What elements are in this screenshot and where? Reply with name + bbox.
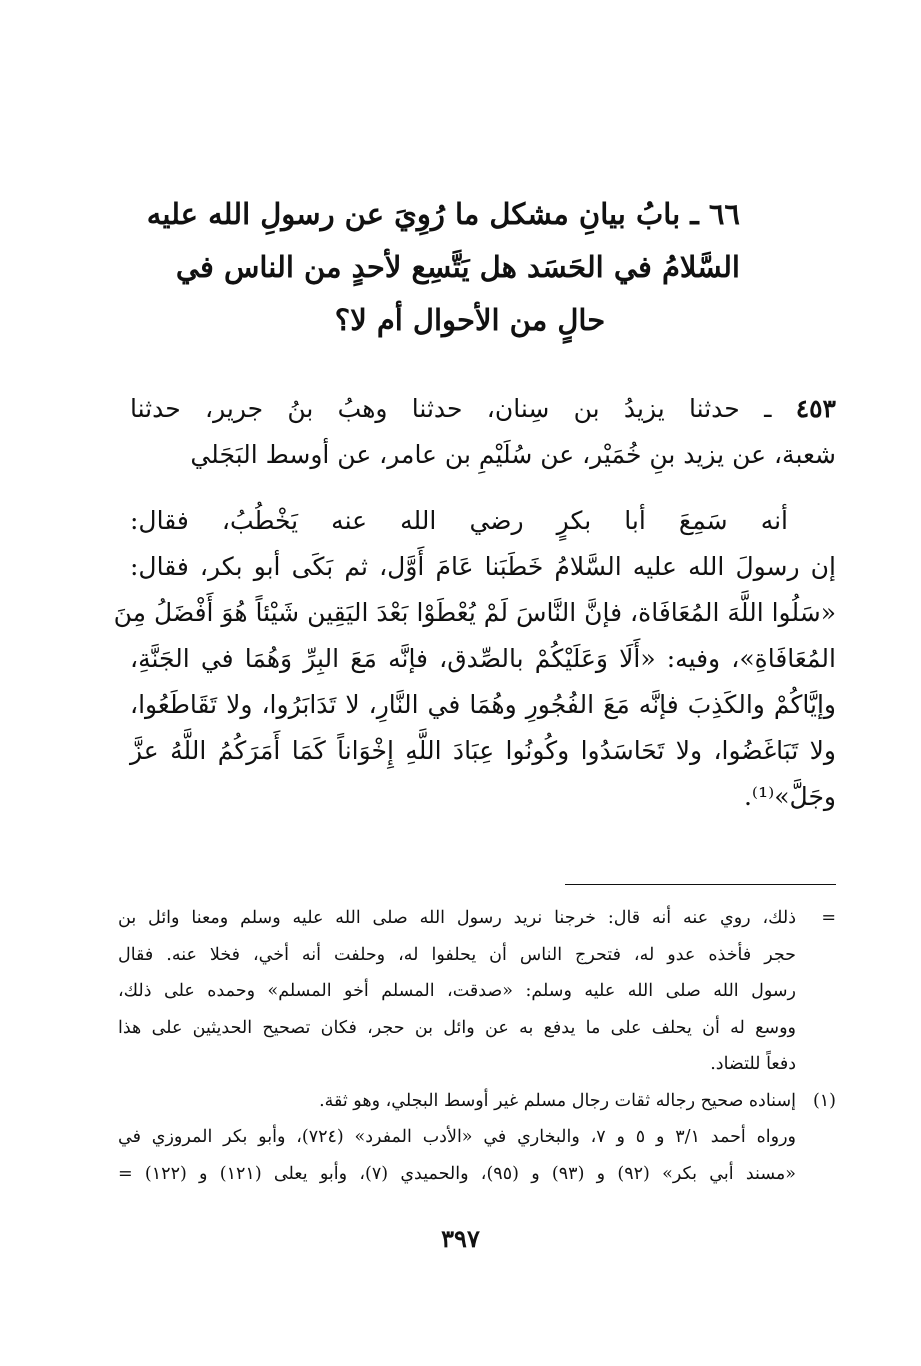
footnote-continued	[118, 900, 836, 1083]
matn-line: المُعَافَاةِ»، وفيه: «أَلَا وَعَلَيْكُمْ بالصِّدق، فإنَّه مَعَ البِرِّ وَهُمَا في الجَنَّةِ،	[130, 644, 836, 673]
matn-line: أنه سَمِعَ أبا بكرٍ رضي الله عنه يَخْطُبُ، فقال:	[130, 506, 788, 535]
chapter-heading-line: حالٍ من الأحوال أم لا؟	[334, 303, 606, 337]
isnad-line	[130, 386, 836, 432]
footnote-line: ذلك، روي عنه أنه قال: خرجنا نريد رسول الله صلى الله عليه وسلم ومعنا وائل بن	[118, 908, 796, 928]
footnote-line: دفعاً للتضاد.	[710, 1054, 796, 1074]
footnote-1	[118, 1083, 836, 1193]
footnote-body	[118, 1083, 796, 1193]
matn-line: «سَلُوا اللَّهَ المُعَافَاة، فإنَّ النَّاسَ لَمْ يُعْطَوْا بَعْدَ اليَقِين شَيْئاً هُوَ أَفْضَلُ مِنَ	[113, 598, 836, 627]
matn-line: ولا تَبَاغَضُوا، ولا تَحَاسَدُوا وكُونُوا عِبَادَ اللَّهِ إِخْوَاناً كَمَا أَمَرَكُمُ اللَّهُ عزَّ	[130, 736, 836, 765]
footnote-line: «مسند أبي بكر» (٩٢) و (٩٣) و (٩٥)، والحميدي (٧)، وأبو يعلى (١٢١) و (١٢٢) =	[118, 1163, 797, 1184]
footnote-line: إسناده صحيح رجاله ثقات رجال مسلم غير أوسط البجلي، وهو ثقة.	[319, 1090, 796, 1111]
footnote-marker: (١)	[812, 1090, 836, 1111]
hadith-isnad	[130, 386, 836, 478]
chapter-heading-line: ٦٦ ـ بابُ بيانِ مشكل ما رُوِيَ عن رسولِ الله عليه	[146, 197, 740, 231]
footnote-line: رسول الله صلى الله عليه وسلم: «صدقت، المسلم أخو المسلم» وحمده على ذلك،	[118, 981, 796, 1001]
footnote-line: ورواه أحمد ٣/١ و ٥ و ٧، والبخاري في «الأدب المفرد» (٧٢٤)، وأبو بكر المروزي في	[118, 1127, 796, 1147]
chapter-heading	[146, 188, 740, 347]
footnote-line: حجر فأخذه عدو له، فتحرج الناس أن يحلفوا له، وحلفت أنه أخي، فخلا عنه. فقال	[118, 944, 796, 965]
matn-line: وجَلَّ»⁽¹⁾.	[743, 782, 836, 811]
footnote-line: ووسع له أن يحلف على ما يدفع به عن وائل بن حجر، فكان تصحيح الحديثين على هذا	[118, 1017, 796, 1038]
matn-line: إن رسولَ الله عليه السَّلامُ خَطَبَنا عَامَ أَوَّل، ثم بَكَى أبو بكر، فقال:	[130, 552, 836, 581]
footnotes	[118, 900, 836, 1192]
isnad-line: شعبة، عن يزيد بنِ خُمَيْر، عن سُلَيْمِ بن عامر، عن أوسط البَجَلي	[190, 440, 836, 469]
matn-line: وإيَّاكُمْ والكَذِبَ فإنَّه مَعَ الفُجُورِ وهُمَا في النَّارِ، لا تَدَابَرُوا، ولا تَقَاطَعُوا،	[130, 690, 836, 719]
footnote-body	[118, 900, 796, 1083]
page-number: ٣٩٧	[441, 1224, 480, 1253]
footnote-separator	[565, 884, 836, 885]
footnote-marker: =	[821, 908, 836, 928]
hadith-number: ٤٥٣	[795, 394, 836, 423]
chapter-heading-line: السَّلامُ في الحَسَد هل يَتَّسِع لأحدٍ من الناس في	[175, 250, 740, 284]
isnad-text: ـ حدثنا يزيدُ بن سِنان، حدثنا وهبُ بنُ جرير، حدثنا	[130, 394, 772, 423]
hadith-matn	[113, 498, 836, 820]
